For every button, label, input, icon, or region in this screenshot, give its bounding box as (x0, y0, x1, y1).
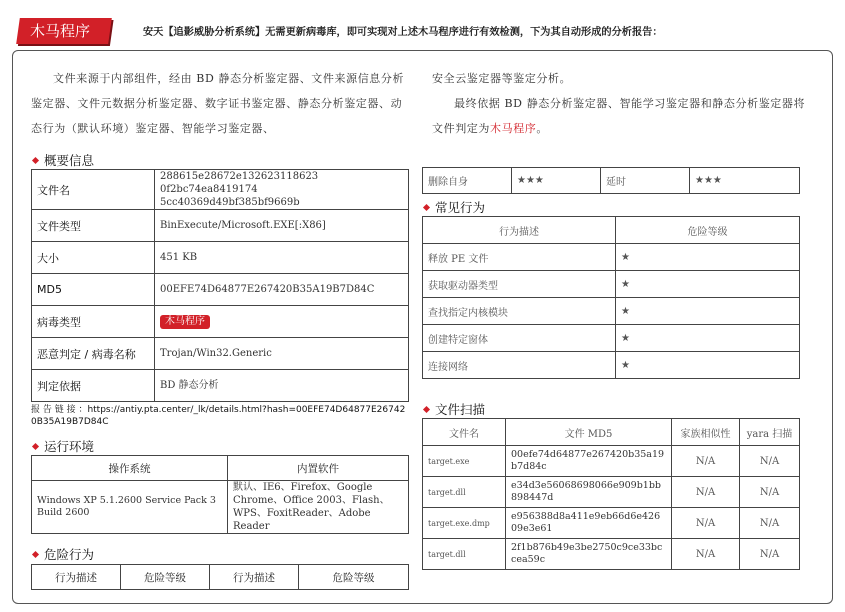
overview-row: 病毒类型 木马程序 (32, 306, 409, 338)
table-row: 查找指定内核模块 ★ (423, 298, 800, 325)
virus-type-badge: 木马程序 (160, 315, 210, 329)
section-environment: 运行环境 (31, 437, 94, 455)
scan-table: 文件名 文件 MD5 家族相似性 yara 扫描 target.exe 00efe74d64877e267420b35a19b7d84c N/A N/A target.dll e34d3e56068698066e909b1bb898447d N/A N/A target.exe.dmp e956388d8a411e9eb66d6e42609e3e61 N/A N/A target.dll 2f1b876b49e3be2750c9ce33bccea59c N/A N/A (422, 418, 800, 570)
env-software: 默认、IE6、Firefox、Google Chrome、Office 2003、Flash、WPS、FoxitReader、Adobe Reader (228, 481, 409, 534)
overview-row: 文件类型 BinExecute/Microsoft.EXE[:X86] (32, 210, 409, 242)
env-os: Windows XP 5.1.2600 Service Pack 3 Build 2600 (32, 481, 228, 534)
table-row: 获取驱动器类型 ★ (423, 271, 800, 298)
overview-row (32, 170, 409, 210)
bullet-icon (32, 443, 39, 450)
overview-key: 文件名 (32, 170, 155, 210)
common-table: 行为描述 危险等级 释放 PE 文件 ★ 获取驱动器类型 ★ 查找指定内核模块 ★ 创建特定窗体 ★ 连接网络 ★ (422, 216, 800, 379)
environment-table (31, 455, 409, 534)
danger-table: 行为描述 危险等级 行为描述 危险等级 (31, 564, 409, 590)
overview-row: 判定依据 BD 静态分析 (32, 370, 409, 402)
table-row: target.exe.dmp e956388d8a411e9eb66d6e42609e3e61 N/A N/A (423, 508, 800, 539)
bullet-icon (423, 406, 430, 413)
section-scan: 文件扫描 (422, 400, 485, 418)
danger-continued-table (422, 167, 800, 194)
section-common: 常见行为 (422, 198, 485, 216)
report-link[interactable]: 报 告 链 接 ：https://antiy.pta.center/_lk/details.html?hash=00EFE74D64877E267420B35A19B7D84C (31, 405, 406, 427)
overview-row: MD5 00EFE74D64877E267420B35A19B7D84C (32, 274, 409, 306)
intro-right (432, 66, 812, 141)
overview-row: 大小 451 KB (32, 242, 409, 274)
overview-value: 288615e28672e132623118623 0f2bc74ea8419174 5cc40369d49bf385bf9669b (155, 170, 409, 210)
overview-table (31, 169, 409, 402)
table-row: target.dll 2f1b876b49e3be2750c9ce33bccea59c N/A N/A (423, 539, 800, 570)
env-header-os: 操作系统 (32, 456, 228, 481)
intro-right-1: 安全云鉴定器等鉴定分析。 (432, 72, 572, 85)
section-overview: 概要信息 (31, 151, 94, 169)
env-header-software: 内置软件 (228, 456, 409, 481)
danger-level: ★★★ (512, 168, 601, 194)
section-danger: 危险行为 (31, 545, 94, 563)
table-row: 创建特定窗体 ★ (423, 325, 800, 352)
table-row: target.dll e34d3e56068698066e909b1bb898447d N/A N/A (423, 477, 800, 508)
table-row: target.exe 00efe74d64877e267420b35a19b7d84c N/A N/A (423, 446, 800, 477)
danger-desc: 延时 (601, 168, 690, 194)
verdict-highlight: 木马程序 (490, 122, 537, 135)
intro-left: 文件来源于内部组件，经由 BD 静态分析鉴定器、文件来源信息分析鉴定器、文件元数据分析鉴定器、数字证书鉴定器、静态分析鉴定器、动态行为（默认环境）鉴定器、智能学习鉴定器、 (31, 72, 405, 135)
category-tag: 木马程序 (16, 18, 112, 44)
bullet-icon (423, 204, 430, 211)
danger-desc: 删除自身 (423, 168, 512, 194)
overview-row: 恶意判定 / 病毒名称 Trojan/Win32.Generic (32, 338, 409, 370)
table-row: 释放 PE 文件 ★ (423, 244, 800, 271)
intro-right-2: 最终依据 BD 静态分析鉴定器、智能学习鉴定器和静态分析鉴定器将文件判定为木马程序。 (432, 97, 806, 135)
bullet-icon (32, 157, 39, 164)
bullet-icon (32, 551, 39, 558)
table-row: 连接网络 ★ (423, 352, 800, 379)
headline: 安天【追影威胁分析系统】无需更新病毒库，即可实现对上述木马程序进行有效检测，下为其自动形成的分析报告： (143, 27, 663, 38)
danger-level: ★★★ (690, 168, 800, 194)
